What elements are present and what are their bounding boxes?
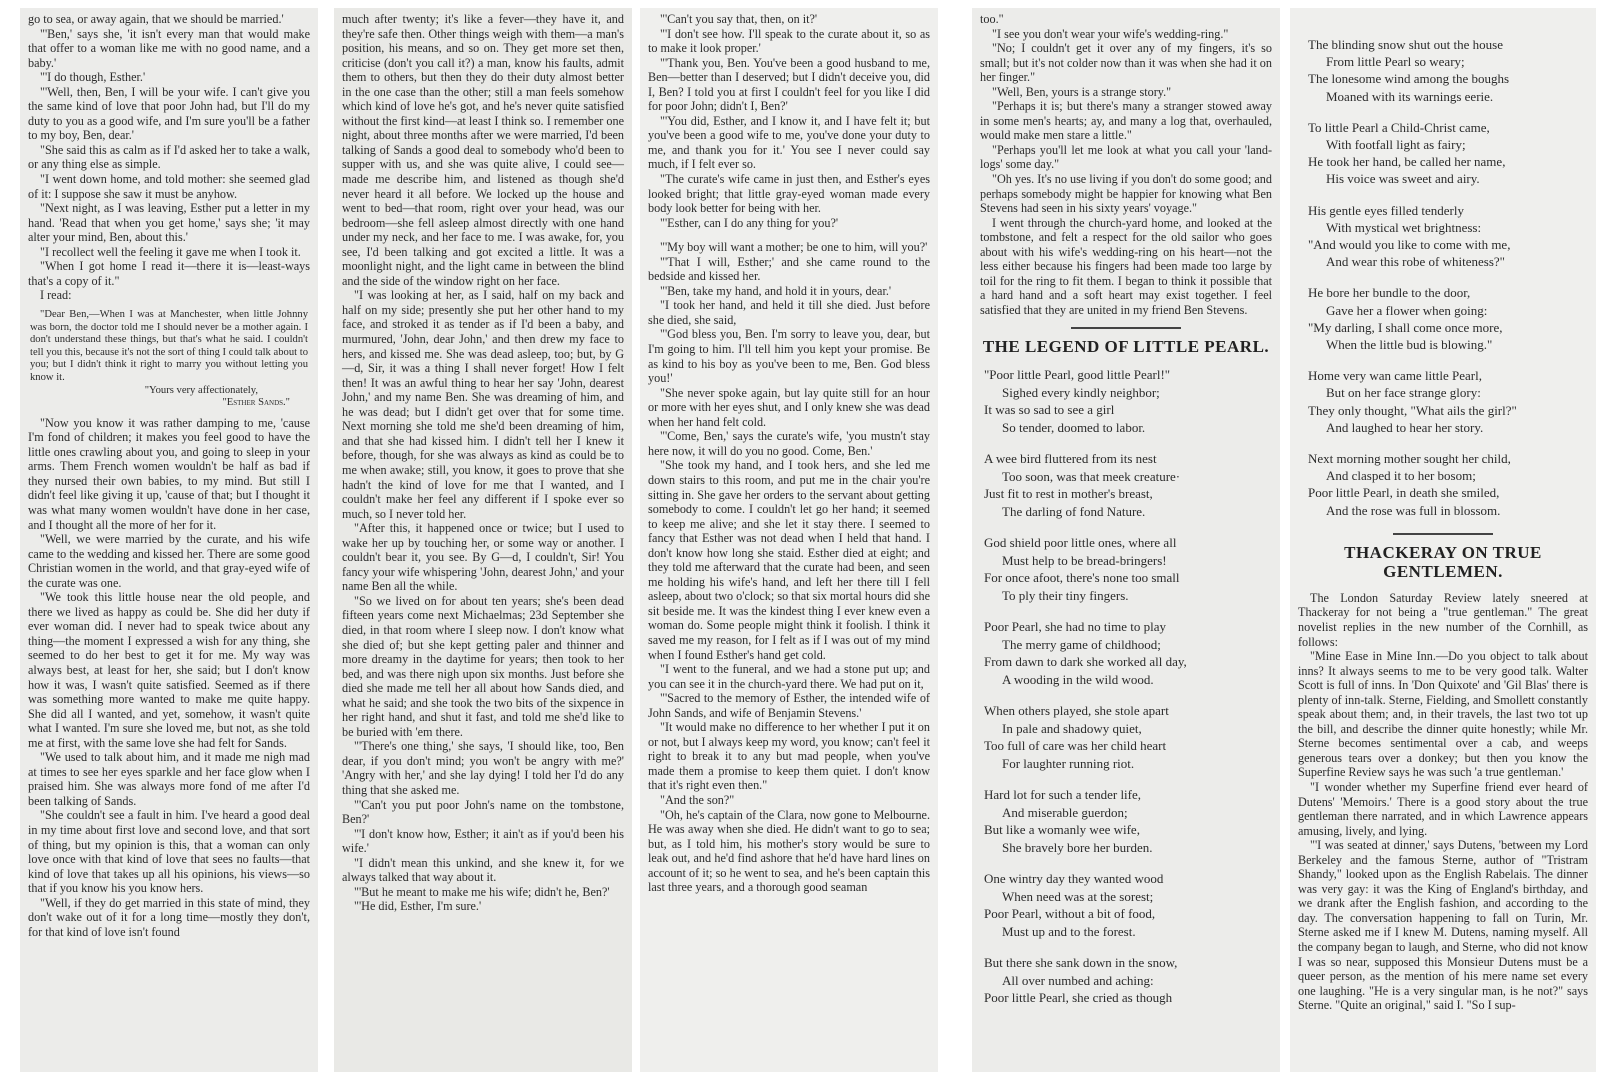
poem-stanza — [984, 366, 1272, 436]
paragraph: "'Can't you put poor John's name on the tombstone, Ben?' — [342, 797, 624, 827]
poem-line: A wee bird fluttered from its nest — [984, 451, 1157, 467]
paragraph: "'Can't you say that, then, on it?' — [660, 12, 818, 26]
poem-line: Poor Pearl, without a bit of food, — [984, 906, 1156, 922]
poem-line: "Poor little Pearl, good little Pearl!" — [984, 367, 1171, 383]
poem-stanza — [1308, 367, 1588, 436]
paragraph: "'I was seated at dinner,' says Dutens, 'between my Lord Berkeley and the famous Sterne, author of "Tristram Shandy," looked upon as the English Rabelais. The dinner was very gay: it was the King of England's birthday, and we drank after the English fashion, and according to the day. The conversation happening to fall on Turin, Mr. Sterne asked me if I knew M. Dutens, naming myself. All the company began to laugh, and Sterne, who did not know I was so near, supposed this Monsieur Dutens must be a queer person, as the mention of his mere name set every one laughing. "He is a very singular man, is he not?" says Sterne. "Quite an original," said I. "So I sup- — [1298, 838, 1588, 1013]
paragraph: "'Well, then, Ben, I will be your wife. I can't give you the same kind of love that poor John had, but I'll do my duty to you as a good wife, and I'm sure you'll be a father to my boy, Ben, dear.' — [28, 84, 310, 143]
paragraph: "I see you don't wear your wife's wedding-ring." — [992, 26, 1229, 41]
paragraph: "Well, Ben, yours is a strange story." — [992, 84, 1172, 99]
poem-line: Must help to be bread-bringers! — [1002, 552, 1167, 568]
poem-line: They only thought, "What ails the girl?" — [1308, 402, 1517, 418]
paragraph: "She couldn't see a fault in him. I've heard a good deal in my time about first love and second love, and that sort of thing, but my opinion is this, that a woman can only love once with that kind of love that sees no faults—that kind of love that takes up all his opinions, his views—so that if you know his you know hers. — [28, 808, 310, 896]
poem-line: Hard lot for such a tender life, — [984, 787, 1142, 803]
paragraph: "The curate's wife came in just then, and Esther's eyes looked bright; that little gray-eyed woman made every body look better for being with her. — [648, 172, 930, 216]
poem-stanza — [1308, 202, 1588, 271]
article-title: THACKERAY ON TRUE GENTLEMEN. — [1344, 542, 1542, 581]
poem-line: His gentle eyes filled tenderly — [1308, 202, 1464, 218]
poem-line: And laughed to hear her story. — [1326, 419, 1484, 435]
poem-line: He took her hand, be called her name, — [1308, 154, 1506, 170]
paragraph: "I took her hand, and held it till she died. Just before she died, she said, — [648, 298, 930, 327]
paragraph: "I didn't mean this unkind, and she knew it, for we always talked that way about it. — [342, 855, 624, 885]
paragraph: "'That I will, Esther;' and she came round to the bedside and kissed her. — [648, 254, 930, 284]
poem-line: When the little bud is blowing." — [1326, 337, 1493, 353]
poem-stanzas-continued — [1298, 36, 1588, 519]
poem-line: To little Pearl a Child-Christ came, — [1308, 119, 1490, 135]
poem-line: God shield poor little ones, where all — [984, 535, 1177, 551]
poem-line: With footfall light as fairy; — [1326, 137, 1466, 153]
poem-line: Too soon, was that meek creature· — [1002, 468, 1181, 484]
poem-line: But like a womanly wee wife, — [984, 822, 1140, 838]
paragraph: "Now you know it was rather damping to me, 'cause I'm fond of children; it makes you feel good to have the little ones crawling about you, and going to sleep in your arms. Them French women wouldn't be half as bad if they nursed their own babies, to my mind. But still I didn't feel like giving it up, 'cause of that; but I thought it was what many women wouldn't have done in her case, and I thought all the more of her for it. — [28, 415, 310, 532]
poem-line: The blinding snow shut out the house — [1308, 37, 1503, 52]
paragraph: "'I do though, Esther.' — [40, 70, 146, 85]
paragraph: "She never spoke again, but lay quite still for an hour or more with her eyes shut, and I only knew she was dead when her hand felt cold. — [648, 385, 930, 429]
paragraph: "'But he meant to make me his wife; didn't he, Ben?' — [354, 884, 610, 899]
poem-line: And wear this robe of whiteness?" — [1326, 254, 1505, 270]
poem-line: It was so sad to see a girl — [984, 402, 1115, 418]
paragraph: "'Esther, can I do any thing for you?' — [660, 215, 839, 230]
paragraph: "When I got home I read it—there it is—least-ways that's a copy of it." — [28, 259, 310, 288]
poem-line: When others played, she stole apart — [984, 703, 1169, 719]
poem-stanza — [1308, 284, 1588, 353]
poem-line: For once afoot, there's none too small — [984, 570, 1180, 586]
paragraph: "'I don't know how, Esther; it ain't as if you'd been his wife.' — [342, 826, 624, 856]
letter-body: "Dear Ben,—When I was at Manchester, when little Johnny was born, the doctor told me I should never be a mother again. I don't understand these things, but that's what he said. I couldn't tell you this, because it's not the sort of thing I could talk about to you; but I didn't think it right to marry you without letting you know it. — [30, 308, 308, 383]
paragraph: "Perhaps you'll let me look at what you call your 'land-logs' some day." — [980, 142, 1272, 172]
paragraph: "I was looking at her, as I said, half on my back and half on my side; presently she put her other hand to my face, and stroked it as tender as if I'd been a baby, and murmured, 'John, dear John,' and then drew my face to hers, and kissed me. She was dead asleep, too; but, by G—d, Sir, it was a thing I shall never forget! How I felt then! It was an awful thing to hear her say 'John, dearest John,' and my name Ben. She was dreaming of him, and he was dead; but I didn't get over that for some time. Next morning she told me she'd been dreaming of him, and that she had kissed him. I didn't tell her I knew it before, though, for she was always as kind as could be to me when awake; still, you know, it goes to prove that she hadn't the kind of love for me that I wanted, and I couldn't make her feel any different if I spoke ever so much, so I never told her. — [342, 288, 624, 521]
poem-line: When need was at the sorest; — [1002, 888, 1154, 904]
paragraph: "'There's one thing,' she says, 'I should like, too, Ben dear, if you don't mind; you won't be angry with me?' 'Angry with her,' and she lay dying! I told her I'd do any thing that she asked me. — [342, 739, 624, 797]
poem-line: The darling of fond Nature. — [1002, 503, 1146, 519]
paragraph: "'You did, Esther, and I know it, and I have felt it; but you've been a good wife to me, you've done your duty to me, and thank you for it.' You see I never could say much, if I felt ever so. — [648, 113, 930, 172]
paragraph: "No; I couldn't get it over any of my fingers, it's so small; but it's not colder now than it was when she had it on her finger." — [980, 41, 1272, 85]
poem-line: Must up and to the forest. — [1002, 923, 1136, 939]
paragraph: "'God bless you, Ben. I'm sorry to leave you, dear, but I'm going to him. I'll tell him you kept your promise. Be as kind to his boy as you've been to me, Ben. God bless you!' — [648, 327, 930, 386]
poem-line: From little Pearl so weary; — [1326, 54, 1465, 70]
poem-line: Moaned with its warnings eerie. — [1326, 88, 1494, 104]
paragraph: "'Ben,' says she, 'it isn't every man that would make that offer to a woman like me with no good name, and a baby.' — [28, 26, 310, 70]
poem-stanza — [1308, 119, 1588, 188]
story-continuation-2 — [28, 416, 310, 940]
paragraph: "Perhaps it is; but there's many a stranger stowed away in some men's hearts; ay, and many a log that, overhauled, would make men stare a little." — [980, 99, 1272, 143]
clipping-column-5 — [1290, 8, 1596, 1072]
paragraph: "Well, if they do get married in this state of mind, they don't wake out of it for a long time—mostly they don't, for that kind of love isn't found — [28, 895, 310, 939]
clipping-gap — [648, 230, 930, 240]
paragraph: go to sea, or away again, that we should be married.' — [28, 12, 284, 26]
story-continuation-1 — [28, 12, 310, 303]
poem-line: And miserable guerdon; — [1002, 804, 1128, 820]
paragraph: "We used to talk about him, and it made me nigh mad at times to see her eyes sparkle and her face glow when I praised him. She was always more fond of me after I'd been talking of Sands. — [28, 750, 310, 808]
poem-line: "My darling, I shall come once more, — [1308, 319, 1503, 335]
paragraph: "I went down home, and told mother: she seemed glad of it: I suppose she saw it must be anyhow. — [28, 172, 310, 201]
poem-line: To ply their tiny fingers. — [1002, 587, 1129, 603]
poem-line: And the rose was full in blossom. — [1326, 502, 1501, 518]
paragraph: "We took this little house near the old people, and there we lived as happy as could be. She did her duty if ever woman did. I never had to speak twice about any thing—the moment I expressed a wish for any thing, she seemed to do her best to get it for me. My way was always best, at least for her, she said; but I don't know how it was, I wasn't quite satisfied. Seemed as if there was something more wanted to make me quite happy. She did all I wanted, and yet, somehow, it wasn't quite what I wanted. I'm sure she loved me, but not, as she told me at first, with the same love she had felt for Sands. — [28, 590, 310, 750]
paragraph: "'I don't see how. I'll speak to the curate about it, so as to make it look proper.' — [648, 26, 930, 56]
paragraph: much after twenty; it's like a fever—they have it, and they're safe then. Other things weigh with them—a man's position, his means, and so on. They get more set then, criticise (don't you call it?) a man, know his faults, admit them to others, but then they do their duty almost better in the one case than the other; still a man feels somehow which kind of love he's got, and he's never quite satisfied without the first kind—at least I think so. I remember one night, about three months after we were married, I'd been talking of Sands a good deal to somebody who'd been to supper with us, and she was quite alive, I could see—made me describe him, and listened as though she'd never heard it all before. We locked up the house and went to bed—that room, right over your head, was our bedroom—she fell asleep almost directly with one hand under my neck, and her face to me. I was awake, for, you see, I'd been talking and got excited a little. It was a moonlight night, and the light came in between the blind and the side of the window right on her face. — [342, 12, 624, 288]
paragraph: "Oh, he's captain of the Clara, now gone to Melbourne. He was away when she died. He didn't want to go to sea; but, as I told him, his mother's story would be sure to leak out, and he'd find ashore that he'd have hard lines on account of it; so he went to sea, and he's been captain this last three years, and a thorough good seaman — [648, 807, 930, 895]
section-divider — [1071, 327, 1181, 329]
clipping-column-2 — [334, 8, 632, 1072]
paragraph: "'Ben, take my hand, and hold it in yours, dear.' — [660, 283, 892, 298]
poem-line: Poor little Pearl, in death she smiled, — [1308, 485, 1500, 501]
poem-line: So tender, doomed to labor. — [1002, 419, 1146, 435]
poem-line: Poor Pearl, she had no time to play — [984, 619, 1166, 635]
poem-stanzas — [980, 366, 1272, 1007]
paragraph: "Well, we were married by the curate, and his wife came to the wedding and kissed her. There are some good Christian women in the world, and that gray-eyed wife of the curate was one. — [28, 532, 310, 590]
poem-stanza — [1308, 36, 1588, 105]
poem-stanza — [984, 534, 1272, 604]
poem-line: Just fit to rest in mother's breast, — [984, 486, 1153, 502]
poem-line: A wooding in the wild wood. — [1002, 671, 1154, 687]
paragraph: "'My boy will want a mother; be one to him, will you?' — [660, 240, 928, 255]
poem-line: The merry game of childhood; — [1002, 636, 1161, 652]
poem-line: From dawn to dark she worked all day, — [984, 654, 1187, 670]
paragraph: "Next night, as I was leaving, Esther put a letter in my hand. 'Read that when you get home,' says she; 'it may alter your mind, Ben, about this.' — [28, 201, 310, 245]
clipping-column-4 — [972, 8, 1280, 1072]
poem-line: With mystical wet brightness: — [1326, 219, 1482, 235]
column-3-upper — [648, 12, 930, 230]
clipping-column-3 — [640, 8, 938, 1072]
poem-line: Gave her a flower when going: — [1326, 302, 1488, 318]
section-divider — [1393, 533, 1493, 535]
paragraph: The London Saturday Review lately sneered at Thackeray for not being a "true gentleman." The great novelist replies in the new number of the Cornhill, as follows: — [1298, 590, 1588, 649]
poem-line: One wintry day they wanted wood — [984, 871, 1164, 887]
poem-title: THE LEGEND OF LITTLE PEARL. — [982, 337, 1270, 357]
poem-stanza — [984, 618, 1272, 688]
paragraph: I read: — [40, 288, 72, 303]
paragraph: "And the son?" — [660, 792, 735, 807]
letter-closing: "Yours very affectionately, — [144, 384, 258, 396]
paragraph: "So we lived on for about ten years; she's been dead fifteen years come next Michaelmas; 23d September she died, in that room where I sleep now. I don't know what she died of; but she kept getting paler and thinner and more dreamy in the daytime for years; then took to her bed, and was there nigh upon six months. Just before she died she made me tell her all about how Sands died, and what he said; and she took the two bits of the sixpence in her right hand, and shut it fast, and told me she'd like to be buried with 'em there. — [342, 593, 624, 739]
poem-stanza — [984, 954, 1272, 1007]
poem-stanza — [984, 870, 1272, 940]
paragraph: "It would make no difference to her whether I put it on or not, but I always keep my word, you know; can't feel it right to break it to any but mad people, when you've made them a promise to keep them quiet. I don't know that it's right even then." — [648, 720, 930, 793]
paragraph: "Oh yes. It's no use living if you don't do some good; and perhaps somebody might be happier for knowing what Ben Stevens had seen in his sixty years' voyage." — [980, 172, 1272, 216]
clipping-column-1 — [20, 8, 318, 1072]
poem-line: Too full of care was her child heart — [984, 738, 1167, 754]
paragraph: "I went to the funeral, and we had a stone put up; and you can see it in the church-yard there. We had put on it, — [648, 662, 930, 691]
paragraph: "After this, it happened once or twice; but I used to wake her up by touching her, or some way or another. I couldn't bear it, you see. By G—d, I couldn't, Sir! You fancy your wife whispering 'John, dearest John,' and your name Ben all the while. — [342, 521, 624, 594]
column-3-lower — [648, 240, 930, 895]
poem-stanza — [1308, 450, 1588, 519]
paragraph: "I recollect well the feeling it gave me when I took it. — [40, 244, 301, 259]
paragraph: "'He did, Esther, I'm sure.' — [354, 899, 482, 914]
paragraph: "She said this as calm as if I'd asked her to take a walk, or any thing else as simple. — [28, 142, 310, 172]
paragraph: I went through the church-yard home, and looked at the tombstone, and felt a respect for the old sailor who goes about with his wife's wedding-ring on his heart—not the less either because his fingers had been made too large by toil for the ring to fit them. I began to think it possible that a hard hand and a soft heart may exist together. I feel satisfied that they are united in my friend Ben Stevens. — [980, 215, 1272, 317]
poem-line: And clasped it to her bosom; — [1326, 468, 1476, 484]
poem-line: But on her face strange glory: — [1326, 385, 1481, 401]
poem-line: Home very wan came little Pearl, — [1308, 368, 1482, 384]
poem-line: "And would you like to come with me, — [1308, 237, 1511, 253]
poem-line: Poor little Pearl, she cried as though — [984, 990, 1173, 1006]
poem-line: He bore her bundle to the door, — [1308, 285, 1471, 301]
poem-line: For laughter running riot. — [1002, 755, 1135, 771]
poem-line: Next morning mother sought her child, — [1308, 451, 1511, 467]
paragraph: "'Thank you, Ben. You've been a good husband to me, Ben—better than I deserved; but I didn't deceive you, did I, Ben? I told you at first I couldn't feel for you like I did for poor John; didn't I, Ben?' — [648, 55, 930, 114]
poem-line: All over numbed and aching: — [1002, 972, 1154, 988]
paragraph: "Mine Ease in Mine Inn.—Do you object to talk about inns? It always seems to me to be very good talk. Walter Scott is full of inns. In 'Don Quixote' and 'Gil Blas' there is plenty of inn-talk. Sterne, Fielding, and Smollett constantly speak about them; and, in their travels, the last two tot up the bill, and describe the dinner quite honestly; while Mr. Sterne becomes sentimental over a cab, and weeps generous tears over a donkey; but then you know the Superfine Review says he was such 'a true gentleman.' — [1298, 649, 1588, 780]
poem-stanza — [984, 702, 1272, 772]
poem-line: The lonesome wind among the boughs — [1308, 71, 1510, 87]
paragraph: "'Come, Ben,' says the curate's wife, 'you mustn't stay here now, it will do you no good. Come, Ben.' — [648, 429, 930, 458]
quoted-letter — [30, 309, 308, 410]
poem-stanza — [984, 450, 1272, 520]
paragraph: "I wonder whether my Superfine friend ever heard of Dutens' 'Memoirs.' There is a good story about the true gentleman there narrated, and in which Lawrence appears amusing, lively, and lying. — [1298, 779, 1588, 838]
poem-stanza — [984, 786, 1272, 856]
poem-line: In pale and shadowy quiet, — [1002, 720, 1142, 736]
poem-line: She bravely bore her burden. — [1002, 839, 1153, 855]
paragraph: too." — [980, 12, 1004, 26]
letter-signature: "Esther Sands." — [222, 397, 290, 409]
poem-line: But there she sank down in the snow, — [984, 955, 1178, 971]
paragraph: "'Sacred to the memory of Esther, the intended wife of John Sands, and wife of Benjamin Stevens.' — [648, 691, 930, 720]
poem-line: His voice was sweet and airy. — [1326, 171, 1480, 187]
paragraph: "She took my hand, and I took hers, and she led me down stairs to this room, and put me in the chair you're sitting in. She gave her orders to the servant about getting somebody to come. I couldn't let go her hand; it seemed to keep me alive; and she let it stay there. I seemed to fancy that Esther was not dead when I held that hand. I don't know how long she staid. Esther died at eight; and they told me afterward that the curate had been, and seen me holding his wife's hand, and left her there till I fell asleep, about two o'clock; so that six mortal hours did she sit beside me. It was the kindest thing I ever knew even a woman do. Some people might think it foolish. I think it saved me my reason, for I felt as if I was out of my mind when I found Esther's hand get cold. — [648, 458, 930, 662]
poem-line: Sighed every kindly neighbor; — [1002, 384, 1160, 400]
